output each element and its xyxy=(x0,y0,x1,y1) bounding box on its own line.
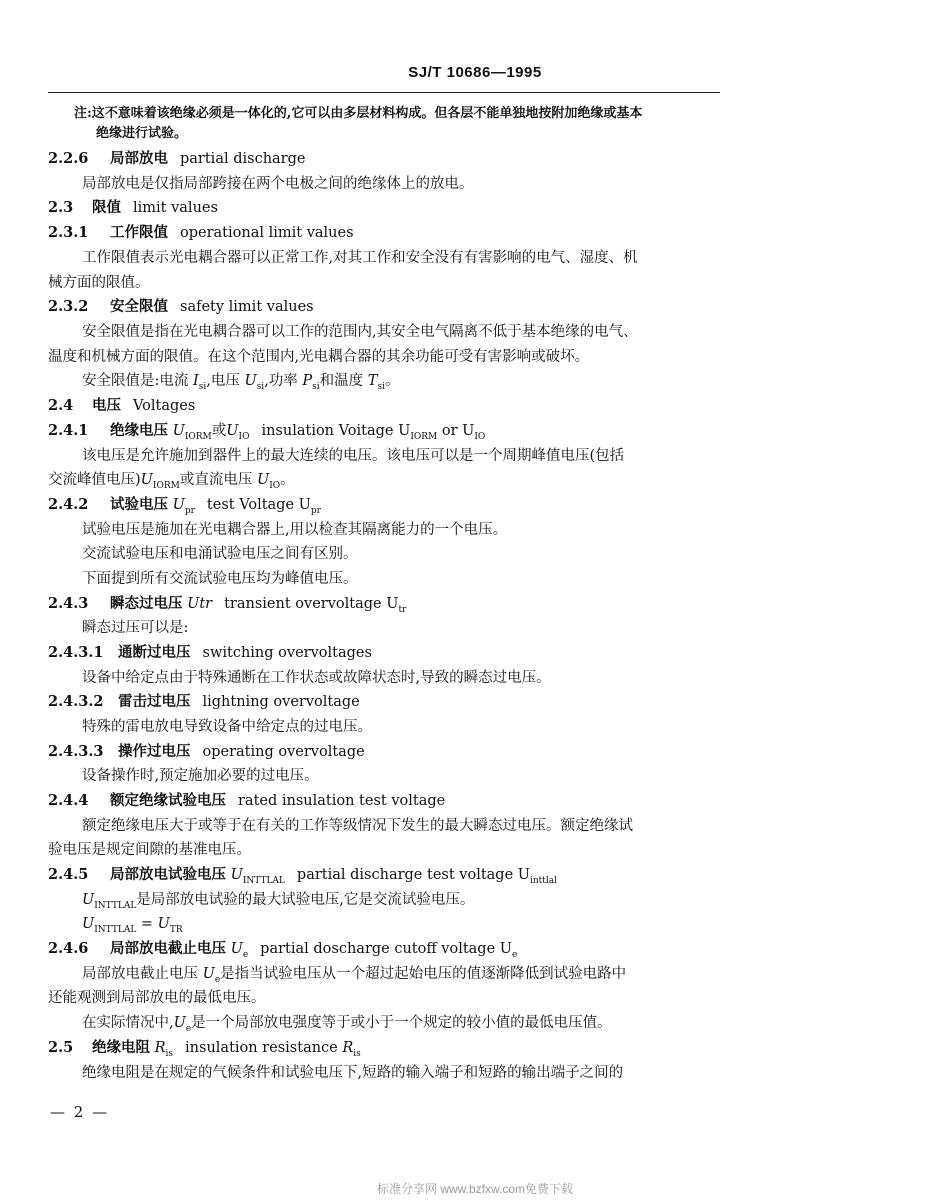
note-line-1: 注:这不意味着该绝缘必须是一体化的,它可以由多层材料构成。但各层不能单独地按附加绝缘或基本 xyxy=(74,106,643,121)
section-2-3-2-heading: 2.3.2 安全限值 safety limit values xyxy=(48,298,314,315)
section-2-4-2-body-3: 下面提到所有交流试验电压均为峰值电压。 xyxy=(82,571,358,587)
section-2-4-1-body-2: 交流峰值电压)$U_{IORM}$或直流电压 $U_{IO}$。 xyxy=(48,472,295,491)
section-2-4-3-heading: 2.4.3 瞬态过电压 Utr transient overvoltage $U_{tr}$ xyxy=(48,595,407,615)
section-2-4-4-heading: 2.4.4 额定绝缘试验电压 rated insulation test voltage xyxy=(48,792,446,809)
section-2-4-5-body-1: $U_{INTTLAL}$是局部放电试验的最大试验电压,它是交流试验电压。 xyxy=(82,892,475,911)
section-2-4-6-body-2: 还能观测到局部放电的最低电压。 xyxy=(48,990,266,1006)
section-2-4-3-1-body: 设备中给定点由于特殊通断在工作状态或故障状态时,导致的瞬态过电压。 xyxy=(82,670,551,686)
section-2-4-3-3-body: 设备操作时,预定施加必要的过电压。 xyxy=(82,768,319,784)
header-rule xyxy=(48,92,720,93)
section-2-4-2-body-2: 交流试验电压和电涌试验电压之间有区别。 xyxy=(82,546,358,562)
section-2-4-2-body-1: 试验电压是施加在光电耦合器上,用以检查其隔离能力的一个电压。 xyxy=(82,522,508,538)
note-line-2: 绝缘进行试验。 xyxy=(96,126,188,141)
section-2-4-3-1-heading: 2.4.3.1 通断过电压 switching overvoltages xyxy=(48,644,372,661)
section-2-4-5-heading: 2.4.5 局部放电试验电压 $U_{INTTLAL}$ partial discharge test voltage $U_{inttlal}$ xyxy=(48,866,558,886)
section-2-4-4-body-2: 验电压是规定间隙的基准电压。 xyxy=(48,842,251,858)
section-2-4-6-body-3: 在实际情况中$,U_e$是一个局部放电强度等于或小于一个规定的较小值的最低电压值。 xyxy=(82,1015,612,1034)
section-2-3-2-body-1: 安全限值是指在光电耦合器可以工作的范围内,其安全电气隔离不低于基本绝缘的电气、 xyxy=(82,324,638,340)
page-number: — 2 — xyxy=(50,1103,110,1121)
section-2-4-3-body-1: 瞬态过压可以是: xyxy=(82,620,189,636)
section-2-4-heading: 2.4 电压 Voltages xyxy=(48,397,196,414)
watermark-text: 标准分享网 www.bzfxw.com免费下载 xyxy=(376,1182,574,1196)
section-2-2-6-body: 局部放电是仅指局部跨接在两个电极之间的绝缘体上的放电。 xyxy=(82,176,474,192)
section-2-3-heading: 2.3 限值 limit values xyxy=(48,199,218,216)
section-2-3-1-body-1: 工作限值表示光电耦合器可以正常工作,对其工作和安全没有有害影响的电气、湿度、机 xyxy=(82,250,638,266)
section-2-4-3-2-heading: 2.4.3.2 雷击过电压 lightning overvoltage xyxy=(48,693,360,710)
section-2-4-1-body-1: 该电压是允许施加到器件上的最大连续的电压。该电压可以是一个周期峰值电压(包括 xyxy=(82,448,625,464)
section-2-4-3-2-body: 特殊的雷电放电导致设备中给定点的过电压。 xyxy=(82,719,372,735)
section-2-4-3-3-heading: 2.4.3.3 操作过电压 operating overvoltage xyxy=(48,743,365,760)
standard-number-header: SJ/T 10686—1995 xyxy=(408,64,542,81)
section-2-3-1-body-2: 械方面的限值。 xyxy=(48,275,150,291)
section-2-3-1-heading: 2.3.1 工作限值 operational limit values xyxy=(48,224,354,241)
section-2-3-2-body-3: 安全限值是:电流 $I_{si}$,电压 $U_{si}$,功率 $P_{si}$和温度 $T_{si}$。 xyxy=(82,373,400,392)
section-2-4-4-body-1: 额定绝缘电压大于或等于在有关的工作等级情况下发生的最大瞬态过电压。额定绝缘试 xyxy=(82,818,633,834)
section-2-4-2-heading: 2.4.2 试验电压 $U_{pr}$ test Voltage $U_{pr}$ xyxy=(48,496,321,516)
section-2-4-6-heading: 2.4.6 局部放电截止电压 $U_e$ partial doscharge cutoff voltage $U_e$ xyxy=(48,940,518,960)
section-2-3-2-body-2: 温度和机械方面的限值。在这个范围内,光电耦合器的其余功能可受有害影响或破坏。 xyxy=(48,349,590,365)
section-2-5-heading: 2.5 绝缘电阻 $R_{is}$ insulation resistance $R_{is}$ xyxy=(48,1039,361,1059)
section-2-4-1-heading: 2.4.1 绝缘电压 $U_{IORM}$或$U_{IO}$ insulation Voitage $U_{IORM}$ or $U_{IO}$ xyxy=(48,422,486,442)
section-2-5-body-1: 绝缘电阻是在规定的气候条件和试验电压下,短路的输入端子和短路的输出端子之间的 xyxy=(82,1065,624,1081)
section-2-2-6-heading: 2.2.6 局部放电 partial discharge xyxy=(48,150,306,167)
section-2-4-6-body-1: 局部放电截止电压 $U_e$是指当试验电压从一个超过起始电压的值逐渐降低到试验电路中 xyxy=(82,966,627,985)
section-2-4-5-equation: $U_{INTTLAL} = U_{TR}$ xyxy=(82,916,183,935)
